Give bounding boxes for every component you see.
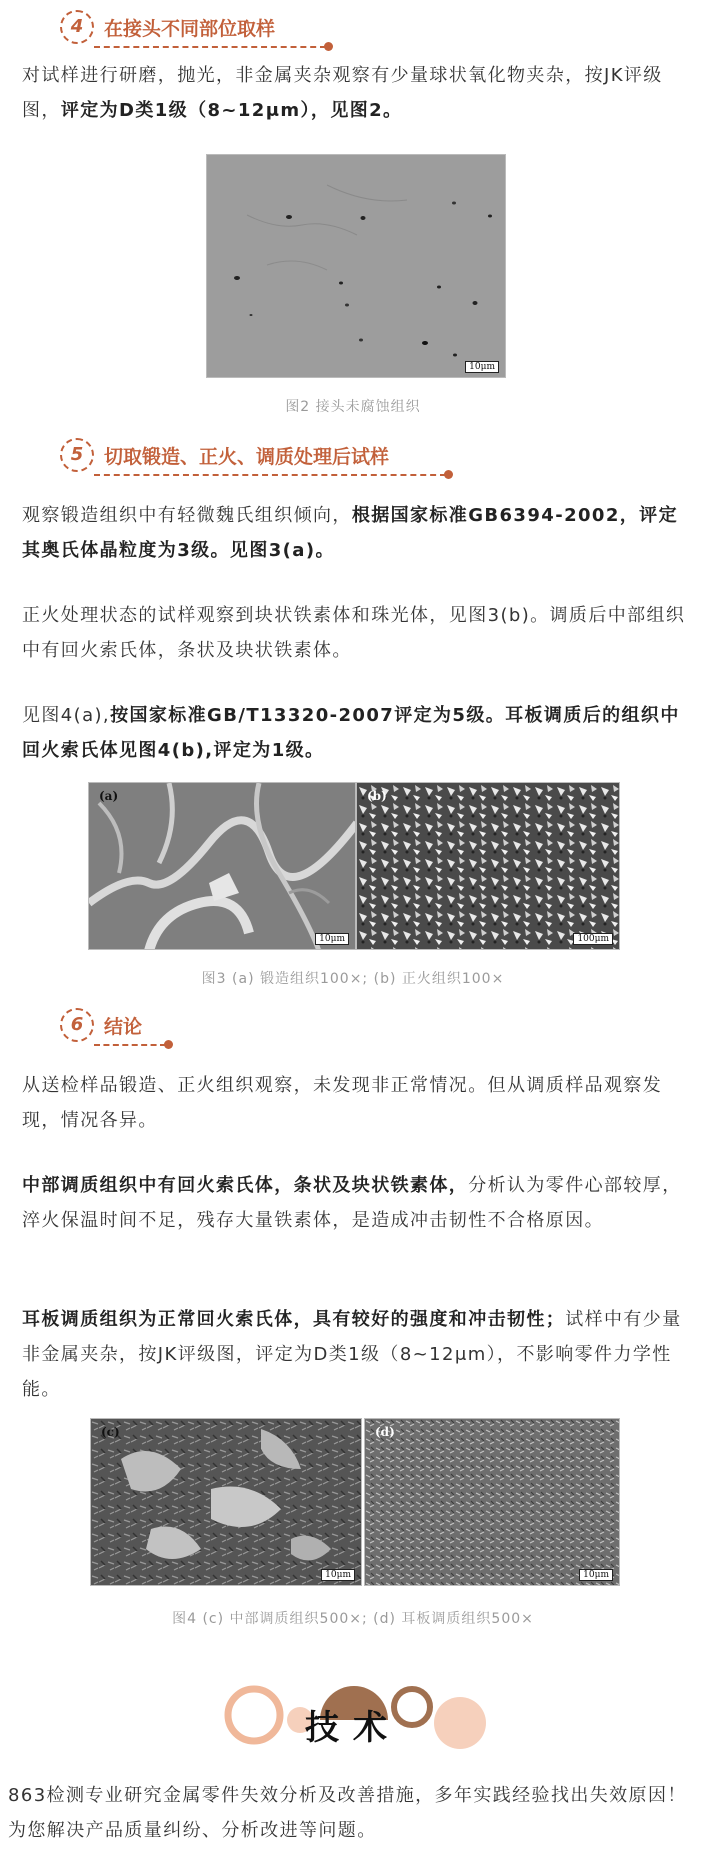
section-number-badge: 4 — [60, 10, 94, 44]
micrograph-inclusions — [207, 155, 506, 378]
figure-3b-image — [356, 782, 620, 950]
footer-description: 863检测专业研究金属零件失效分析及改善措施，多年实践经验找出失效原因！为您解决产品质量纠纷、分析改进等问题。 — [8, 1785, 687, 1841]
dashed-divider — [94, 1044, 166, 1046]
dashed-divider — [94, 46, 326, 48]
dashed-divider — [94, 474, 446, 476]
figure-3-caption: 图3 (a) 锻造组织100×; (b) 正火组织100× — [201, 971, 505, 987]
section-number-badge: 6 — [60, 1008, 94, 1042]
panel-label: (d) — [375, 1425, 395, 1439]
divider-dot — [164, 1040, 173, 1049]
divider-dot — [444, 470, 453, 479]
figure-3a-image — [88, 782, 356, 950]
paragraph-s6-2 — [22, 1168, 686, 1238]
divider-dot — [324, 42, 333, 51]
micrograph-core-tempered — [91, 1419, 362, 1586]
section-number-badge: 5 — [60, 438, 94, 472]
section-5-header — [60, 438, 460, 478]
paragraph-bold-text: 按国家标准GB/T13320-2007评定为5级。耳板调质后的组织中回火索氏体见图4(b),评定为1级。 — [22, 705, 680, 761]
paragraph-text: 见图4(a), — [22, 705, 111, 726]
scale-bar-label: 10μm — [315, 933, 349, 945]
section-6-header — [60, 1008, 180, 1048]
paragraph-bold-text: 中部调质组织中有回火索氏体，条状及块状铁素体， — [22, 1175, 469, 1196]
panel-label: (c) — [101, 1425, 120, 1439]
paragraph-s5-2: 正火处理状态的试样观察到块状铁素体和珠光体，见图3(b)。调质后中部组织中有回火索氏体，条状及块状铁素体。 — [22, 605, 686, 661]
scale-bar-label: 100μm — [573, 933, 613, 945]
figure-4c-image — [90, 1418, 362, 1586]
scale-bar-label: 10μm — [465, 361, 499, 373]
section-title: 结论 — [104, 1016, 143, 1038]
paragraph-s5-3 — [22, 698, 686, 768]
paragraph-text: 试样中有少量非金属夹杂，按JK评级图，评定为D类1级（8~12μm），不影响零件力学性能。 — [22, 1309, 682, 1400]
paragraph-bold-text: 根据国家标准GB6394-2002，评定其奥氏体晶粒度为3级。见图3(a)。 — [22, 505, 678, 561]
micrograph-normalized — [357, 783, 620, 950]
paragraph-s5-1 — [22, 498, 686, 568]
section-4-header — [60, 10, 340, 50]
micrograph-lug-tempered — [365, 1419, 620, 1586]
scale-bar-label: 10μm — [321, 1569, 355, 1581]
paragraph-text: 分析认为零件心部较厚，淬火保温时间不足，残存大量铁素体，是造成冲击韧性不合格原因。 — [22, 1175, 682, 1231]
figure-2-image — [206, 154, 506, 378]
paragraph-s6-3 — [22, 1302, 686, 1407]
footer-logo-title: 技术 — [305, 1708, 401, 1748]
paragraph-bold-text: 评定为D类1级（8~12μm），见图2。 — [60, 100, 403, 121]
figure-4d-image — [364, 1418, 620, 1586]
paragraph-s4-1 — [22, 58, 686, 128]
paragraph-bold-text: 耳板调质组织为正常回火索氏体，具有较好的强度和冲击韧性； — [22, 1309, 566, 1330]
figure-2-caption: 图2 接头未腐蚀组织 — [285, 399, 421, 415]
scale-bar-label: 10μm — [579, 1569, 613, 1581]
section-title: 切取锻造、正火、调质处理后试样 — [104, 446, 390, 468]
panel-label: (b) — [367, 789, 387, 803]
paragraph-text: 对试样进行研磨，抛光，非金属夹杂观察有少量球状氧化物夹杂，按JK评级图， — [22, 65, 663, 121]
figure-4-caption: 图4 (c) 中部调质组织500×; (d) 耳板调质组织500× — [172, 1611, 534, 1627]
section-title: 在接头不同部位取样 — [104, 18, 276, 40]
paragraph-s6-1: 从送检样品锻造、正火组织观察，未发现非正常情况。但从调质样品观察发现，情况各异。 — [22, 1075, 663, 1131]
micrograph-forged — [89, 783, 356, 950]
paragraph-text: 观察锻造组织中有轻微魏氏组织倾向， — [22, 505, 352, 526]
panel-label: (a) — [99, 789, 119, 803]
